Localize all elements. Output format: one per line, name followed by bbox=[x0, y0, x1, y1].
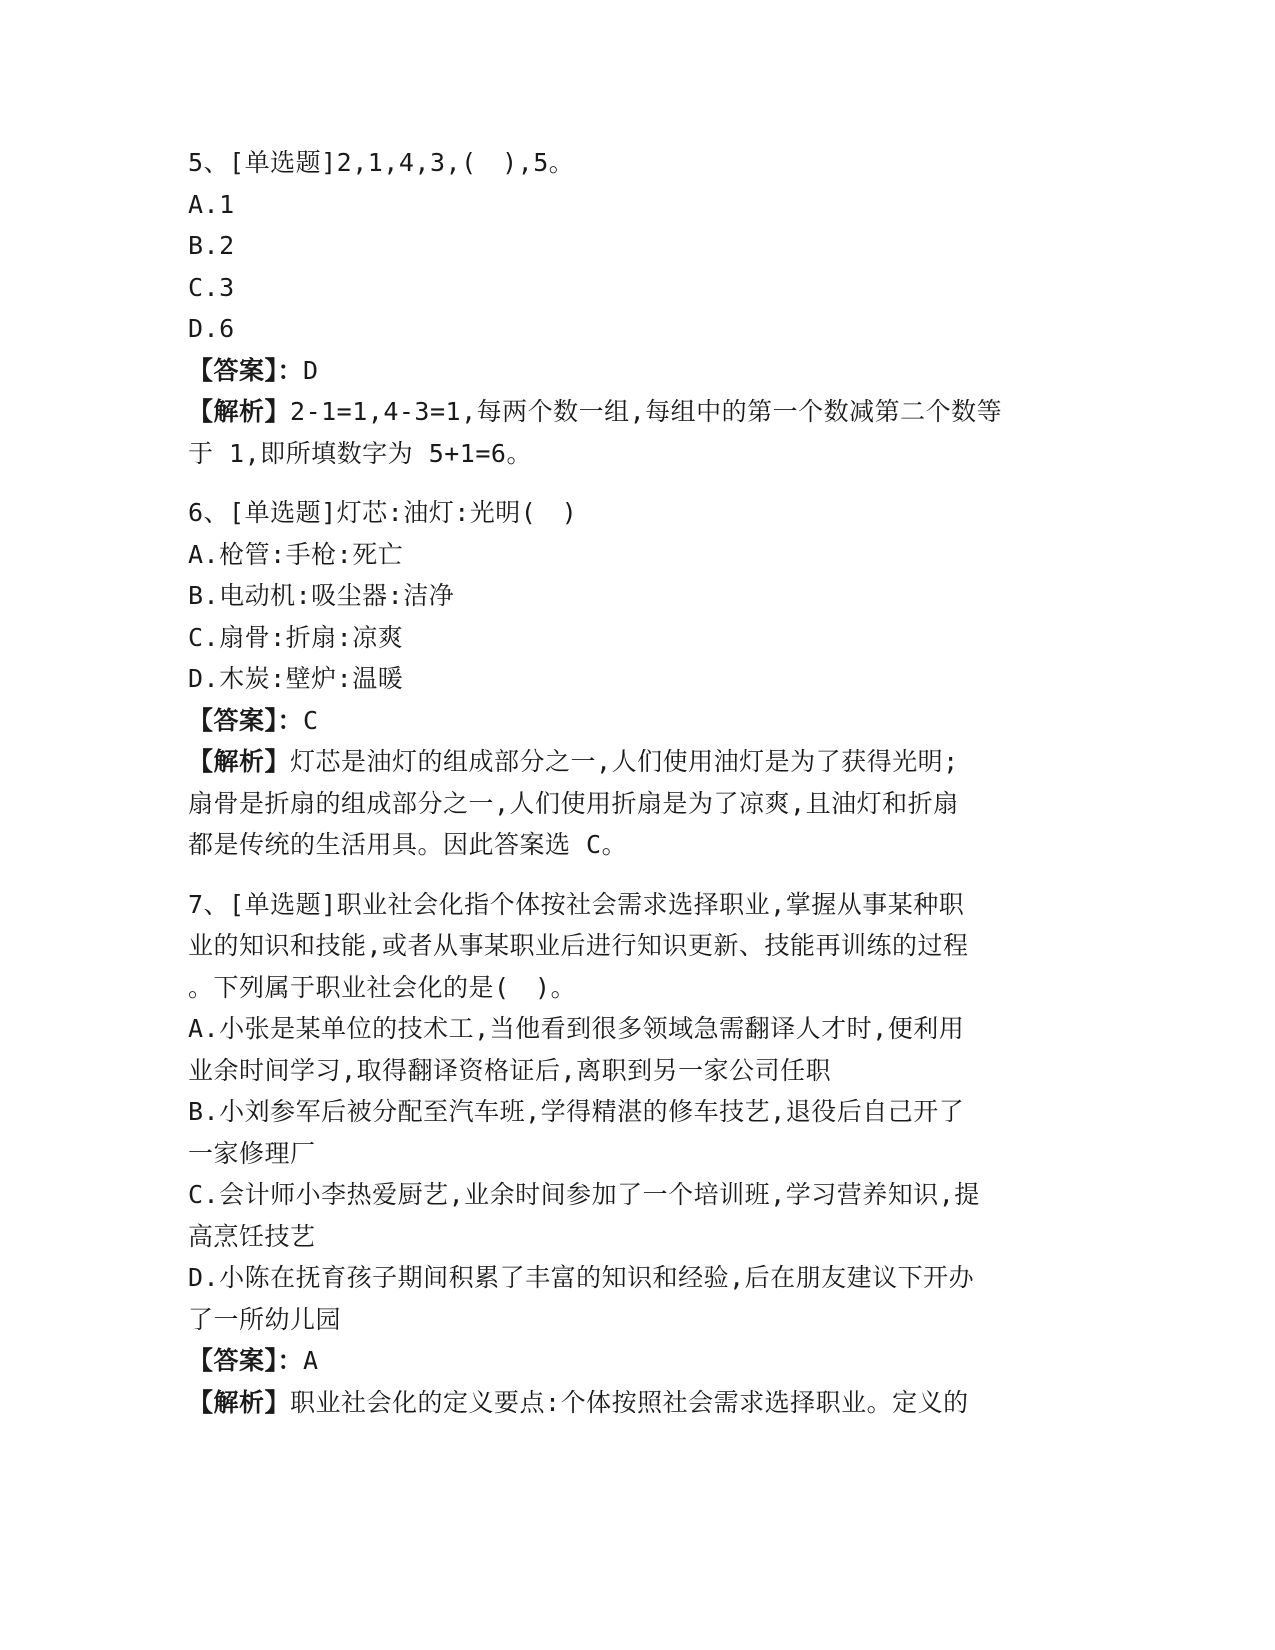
option-d: D.木炭:壁炉:温暖 bbox=[188, 664, 404, 693]
answer-value: C bbox=[303, 705, 319, 735]
analysis-text: 2-1=1,4-3=1,每两个数一组,每组中的第一个数减第二个数等 bbox=[290, 397, 1003, 426]
option-d-cont: 了一所幼儿园 bbox=[188, 1304, 342, 1334]
analysis-line: 于 1,即所填数字为 5+1=6。 bbox=[188, 438, 532, 468]
option-c: C.3 bbox=[188, 272, 235, 302]
question-stem: 6、[单选题]灯芯:油灯:光明( ) bbox=[188, 498, 578, 527]
question-6 bbox=[188, 492, 1088, 866]
analysis-line bbox=[188, 741, 1088, 783]
analysis-label: 【解析】 bbox=[188, 397, 291, 426]
analysis-line bbox=[188, 1382, 1088, 1424]
question-stem: 业的知识和技能,或者从事某职业后进行知识更新、技能再训练的过程 bbox=[188, 931, 969, 960]
analysis-label: 【解析】 bbox=[188, 1387, 291, 1417]
option-a: A.1 bbox=[188, 189, 235, 219]
option-b: B.2 bbox=[188, 231, 235, 260]
option-a-cont: 业余时间学习,取得翻译资格证后,离职到另一家公司任职 bbox=[188, 1055, 832, 1085]
answer-label: 【答案】： bbox=[188, 1346, 304, 1375]
option-b: B.小刘参军后被分配至汽车班,学得精湛的修车技艺,退役后自己开了 bbox=[188, 1097, 965, 1126]
answer-label: 【答案】： bbox=[188, 355, 304, 385]
document-page bbox=[188, 142, 1088, 1423]
analysis-line: 扇骨是折扇的组成部分之一,人们使用折扇是为了凉爽,且油灯和折扇 bbox=[188, 788, 959, 818]
answer-line bbox=[188, 1340, 1088, 1382]
analysis-text: 灯芯是油灯的组成部分之一,人们使用油灯是为了获得光明; bbox=[290, 747, 959, 776]
option-d: D.小陈在抚育孩子期间积累了丰富的知识和经验,后在朋友建议下开办 bbox=[188, 1263, 975, 1292]
analysis-line bbox=[188, 391, 1088, 433]
option-b: B.电动机:吸尘器:洁净 bbox=[188, 581, 455, 610]
analysis-label: 【解析】 bbox=[188, 747, 291, 776]
analysis-text: 职业社会化的定义要点:个体按照社会需求选择职业。定义的 bbox=[290, 1387, 969, 1417]
option-c-cont: 高烹饪技艺 bbox=[188, 1221, 316, 1251]
option-d: D.6 bbox=[188, 314, 235, 343]
answer-line bbox=[188, 350, 1088, 392]
option-c: C.会计师小李热爱厨艺,业余时间参加了一个培训班,学习营养知识,提 bbox=[188, 1180, 980, 1209]
answer-value: A bbox=[303, 1346, 319, 1375]
question-stem: 。下列属于职业社会化的是( )。 bbox=[188, 972, 577, 1002]
option-a: A.小张是某单位的技术工,当他看到很多领域急需翻译人才时,便利用 bbox=[188, 1014, 965, 1043]
answer-value: D bbox=[303, 355, 319, 385]
option-c: C.扇骨:折扇:凉爽 bbox=[188, 622, 404, 652]
question-7 bbox=[188, 884, 1088, 1424]
option-a: A.枪管:手枪:死亡 bbox=[188, 539, 404, 569]
question-5 bbox=[188, 142, 1088, 474]
option-b-cont: 一家修理厂 bbox=[188, 1138, 316, 1168]
question-stem: 5、[单选题]2,1,4,3,( ),5。 bbox=[188, 148, 575, 177]
answer-label: 【答案】： bbox=[188, 705, 304, 735]
analysis-line: 都是传统的生活用具。因此答案选 C。 bbox=[188, 830, 628, 859]
question-stem: 7、[单选题]职业社会化指个体按社会需求选择职业,掌握从事某种职 bbox=[188, 889, 965, 919]
answer-line bbox=[188, 700, 1088, 742]
